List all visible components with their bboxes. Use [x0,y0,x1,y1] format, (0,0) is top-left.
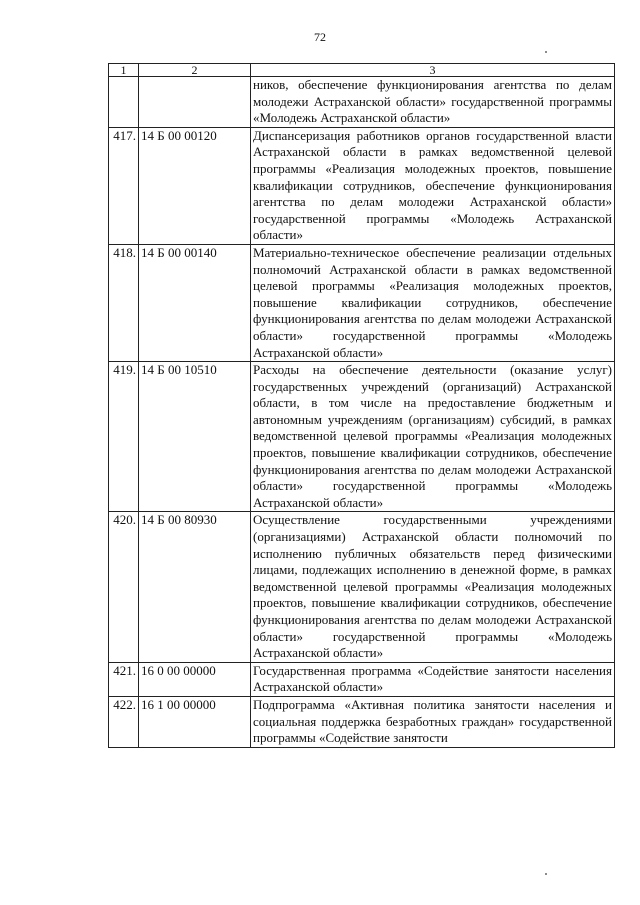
row-description: Материально-техническое обеспечение реализации отдельных полномочий Астраханской области в рамках ведомственной целевой программы «Реализация молодежных проектов, повышение квалификации сотрудников, обеспечение функционирования агентства по делам молодежи Астраханской области» государственной программы «Молодежь Астраханской области» [251,244,615,361]
row-description: Подпрограмма «Активная политика занятости населения и социальная поддержка безработных граждан» государственной программы «Содействие занятости [251,696,615,747]
row-description: Расходы на обеспечение деятельности (оказание услуг) государственных учреждений (организаций) Астраханской области, в том числе на предоставление бюджетным и автономным учреждениям (организациям) субсидий, в рамках ведомственной целевой программы «Реализация молодежных проектов, повышение квалификации сотрудников, обеспечение функционирования агентства по делам молодежи Астраханской области» государственной программы «Молодежь Астраханской области» [251,362,615,512]
row-code: 14 Б 00 10510 [139,362,251,512]
scan-speck [545,51,547,53]
row-number: 419. [109,362,139,512]
row-number: 420. [109,512,139,662]
column-header-code: 2 [139,64,251,77]
row-number: 417. [109,127,139,244]
column-header-description: 3 [251,64,615,77]
row-code [139,77,251,128]
scan-speck [545,873,547,875]
row-description: Государственная программа «Содействие занятости населения Астраханской области» [251,662,615,696]
column-header-number: 1 [109,64,139,77]
row-code: 14 Б 00 00120 [139,127,251,244]
row-number: 418. [109,244,139,361]
page-number: 72 [314,30,326,44]
row-number: 422. [109,696,139,747]
row-code: 16 0 00 00000 [139,662,251,696]
budget-classification-table [108,63,615,748]
row-description: Осуществление государственными учреждениями (организациями) Астраханской области полномочий по исполнению публичных обязательств перед физическими лицами, подлежащих исполнению в денежной форме, в рамках ведомственной целевой программы «Реализация молодежных проектов, повышение квалификации сотрудников, обеспечение функционирования агентства по делам молодежи Астраханской области» государственной программы «Молодежь Астраханской области» [251,512,615,662]
row-number [109,77,139,128]
table-row [109,696,615,747]
table-row [109,512,615,662]
row-code: 16 1 00 00000 [139,696,251,747]
table-row [109,662,615,696]
table-row [109,127,615,244]
table-row [109,244,615,361]
row-number: 421. [109,662,139,696]
row-description: Диспансеризация работников органов государственной власти Астраханской области в рамках ведомственной целевой программы «Реализация молодежных проектов, повышение квалификации сотрудников, обеспечение функционирования агентства по делам молодежи Астраханской области» государственной программы «Молодежь Астраханской области» [251,127,615,244]
table-row [109,77,615,128]
table-header-row [109,64,615,77]
row-description: ников, обеспечение функционирования агентства по делам молодежи Астраханской области» государственной программы «Молодежь Астраханской области» [251,77,615,128]
table-row [109,362,615,512]
row-code: 14 Б 00 80930 [139,512,251,662]
row-code: 14 Б 00 00140 [139,244,251,361]
